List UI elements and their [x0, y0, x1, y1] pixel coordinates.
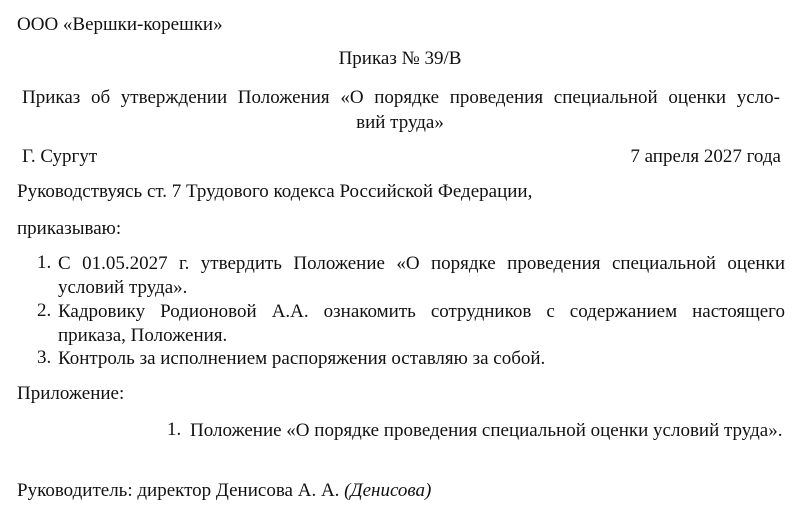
order-date: 7 апреля 2027 года	[630, 146, 781, 167]
order-number: Приказ № 39/В	[338, 48, 462, 69]
order-item-text: Кадровику Родионовой А.А. ознакомить сотрудников с содержанием настоящего приказа, Положения.	[58, 301, 785, 346]
company-name: ООО «Вершки-корешки»	[17, 14, 223, 35]
order-item-text: Контроль за исполнением распоряжения оставляю за собой.	[58, 348, 546, 369]
city: Г. Сургут	[22, 146, 98, 167]
order-word: приказываю:	[17, 218, 122, 239]
order-item-number: 3.	[37, 347, 52, 368]
legal-basis: Руководствуясь ст. 7 Трудового кодекса Российской Федерации,	[17, 181, 533, 202]
appendix-item-text: Положение «О порядке проведения специальной оценки условий труда».	[190, 420, 783, 441]
signature-block	[17, 480, 431, 502]
order-title-line-1: Приказ об утверждении Положения «О порядке проведения специальной оценки усло-	[22, 87, 780, 108]
order-title-line-2: вий труда»	[356, 112, 444, 133]
signature-text: Руководитель: директор Денисова А. А.	[17, 480, 340, 501]
order-item-text: С 01.05.2027 г. утвердить Положение «О порядке проведения специальной оценки условий труда».	[58, 253, 785, 298]
order-item-number: 1.	[37, 252, 52, 273]
handwritten-signature: (Денисова)	[344, 480, 432, 501]
appendix-item-number: 1.	[167, 419, 182, 440]
appendix-label: Приложение:	[17, 383, 125, 404]
order-item-number: 2.	[37, 300, 52, 321]
